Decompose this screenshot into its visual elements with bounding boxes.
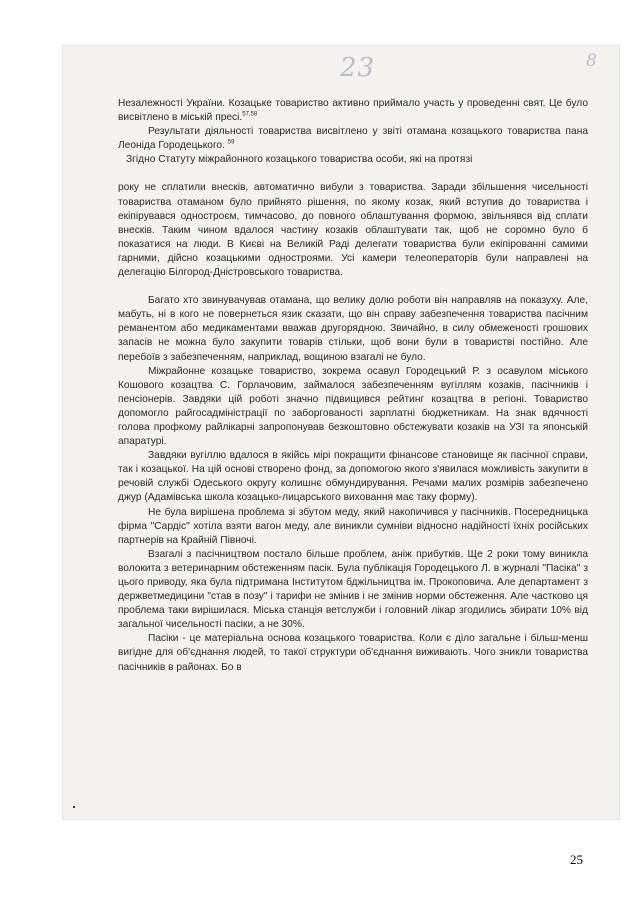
- paragraph: Взагалі з пасічництвом постало більше проблем, аніж прибутків. Ще 2 роки тому виникла волокита з ветеринарним обстеженням пасік. Була публікація Городецького Л. в журналі "Пасіка" з цього приводу, яка була підтримана Інститутом бджільництва ім. Прокоповича. Але департамент з держветмедицини "став в позу" і тарифи не змінив і не змінив норми обстеження. Але частково ця проблема таки вирішилася. Міська станція ветслужби і головний лікар згодились збирати 10% від загальної чисельності пасіки, а не 30%.: [118, 548, 588, 631]
- document-body: [118, 97, 588, 675]
- paragraph: Не була вирішена проблема зі збутом меду, який накопичився у пасічників. Посередницька фірма "Сардіс" хотіла взяти вагон меду, але виникли сумніви відносно надійності їхніх російських партнерів на Крайній Півночі.: [118, 506, 588, 546]
- paragraph: Багато хто звинувачував отамана, що велику долю роботи він направляв на показуху. Але, мабуть, ні в кого не повернеться язик сказати, що він справу забезпечення товариства пасічним реманентом або медикаментами вважав другорядною. Звичайно, в силу обмеженості грошових запасів не можна було закупити товарів стільки, щоб вони були в товаристві постійно. Але перебоїв з забезпеченням, наприклад, вощиною взагалі не було.: [118, 295, 588, 363]
- paragraph: року не сплатили внесків, автоматично вибули з товариства. Заради збільшення чисельності товариства отаманом було прийнято рішення, по якому козак, який вступив до товариства і екіпірувався одностроєм, тимчасово, до повного облаштування формою, звільнявся від сплати внесків. Таким чином вдалося частину козаків облаштувати так, щоб не соромно було б показатися на люди. В Києві на Великій Раді делегати товариства були екіпірованні самими гарними, дійсно козацькими одностроями. Усі камери телеоператорів були направлені на делегацію Білгород-Дністровського товариства.: [118, 182, 588, 279]
- handwritten-corner-mark: 8: [586, 51, 597, 71]
- handwritten-page-mark: 23: [340, 53, 376, 83]
- paragraph: Завдяки вугіллю вдалося в якійсь мірі покращити фінансове становище як пасічної справи, так і козацької. На цій основі створено фонд, за допомогою якого з'явилася можливість закупити в речовій службі Одеського округу колишнє обмундирування. Речами малих розмірів забезпечено джур (Адамівська школа козацько-лицарського виховання має таку форму).: [118, 450, 588, 504]
- paragraph: Пасіки - це матеріальна основа козацького товариства. Коли є діло загальне і більш-менш вигідне для об'єднання людей, то такої структури об'єднання виживають. Чого зникли товариства пасічників в районах. Бо в: [118, 633, 588, 673]
- page-number: 25: [570, 852, 583, 867]
- footnote-ref: 57,58: [242, 111, 258, 118]
- paragraph: Міжрайонне козацьке товариство, зокрема осавул Городецький Р. з осавулом міського Кошового козацтва С. Горлачовим, займалося забезпеченням вугіллям козаків, пасічників і пенсіонерів. Завдяки цій роботі значно підвищився рейтинг козацтва в регіоні. Товариство допомогло райгосадміністрації по заборгованості зарплатні бюджетникам. На знак вдячності голова профкому райлікарні запропонував безкоштовно обстежувати козаків на УЗІ та японській апаратурі.: [118, 365, 588, 448]
- paragraph: Згідно Статуту міжрайонного козацького товариства особи, які на протязі: [126, 154, 473, 166]
- paragraph: Результати діяльності товариства висвітлено у звіті отамана козацького товариства пана Леоніда Городецького. $^{59}$: [118, 126, 588, 152]
- page-dot: [73, 806, 75, 808]
- paragraph: Незалежності України. Козацьке товариство активно приймало участь у проведенні свят. Це було висвітлено в міській пресі.$^{57,58}$: [118, 98, 588, 124]
- footnote-ref: 59: [227, 139, 235, 146]
- scanned-page: [62, 45, 620, 820]
